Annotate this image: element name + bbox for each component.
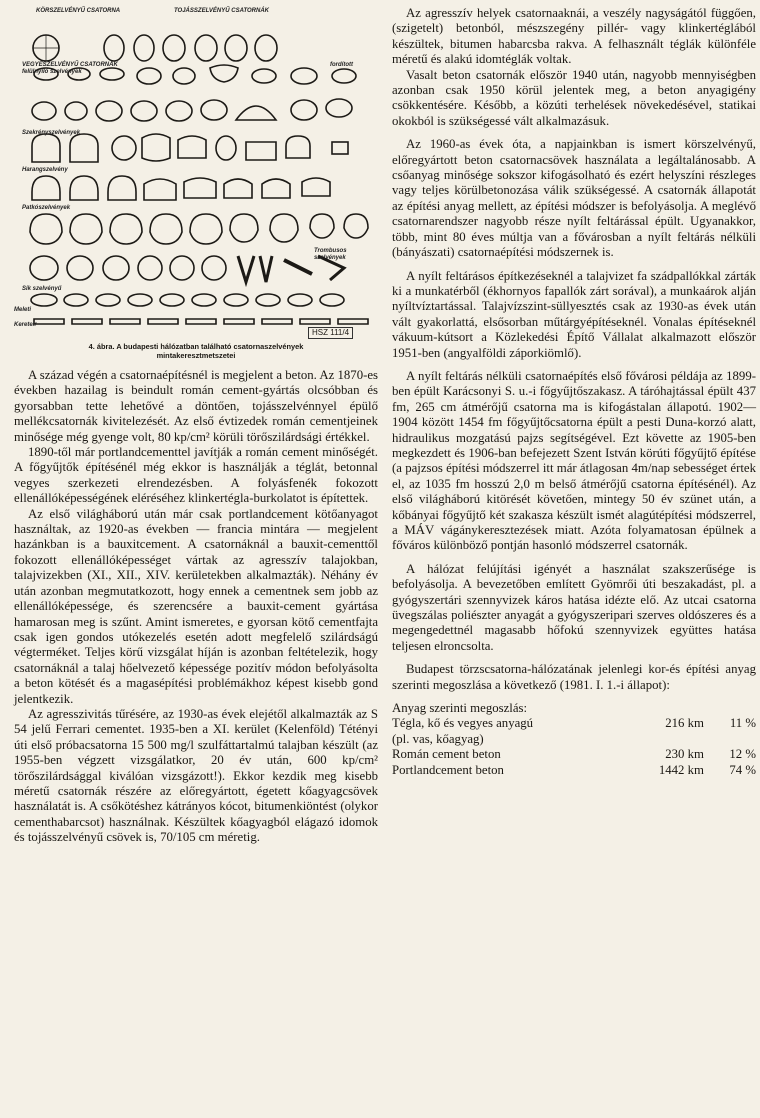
row-horseshoe [30,214,368,244]
paragraph: A nyílt feltárás nélküli csatornaépítés első fővárosi példája az 1899-ben épült Karácsonyi S. u.-i főgyűjtőszakasz. A táróhajtással épült 437 fm, 265 cm átmérőjű csatorna ma is kifogástalan állapotú. 1902—1904 között 1454 fm főgyűjtőcsatorna épült a pesti Duna-korzó alatt, hidraulikus mozgatású pajzs segítségével. Ezt követte az 1905-ben megkezdett és 1906-ban befejezett Szent István körúti főgyűjtő építése (a pajzsos építési módszerrel itt már átlagosan 4m/nap sebességet értek el, az 1035 fm hosszú 2,0 m belső átmérőjű csatorna építésénél). Az első világháború kitörését követően, mintegy 50 év szünet után, a kőbányai főgyűjtő két szakasza készült ismét alagútépítési módszerrel, a MÁV vágánykeresztezések miatt. Azóta folyamatosan épülnek a főváros különböző pontján hasonló módszerrel csatornák. [392,368,756,553]
label-meleti: Meleti [14,307,32,313]
row-low-channels [34,319,368,324]
caption-line-1: 4. ábra. A budapesti hálózatban található csatornaszelvények [88,342,304,351]
paragraph: Budapest törzscsatorna-hálózatának jelenlegi kor-és építési anyag szerinti megoszlása a következő (1981. I. 1.-i állapot): [392,662,756,692]
material-percent [704,732,756,747]
paragraph: Az 1960-as évek óta, a napjainkban is ismert körszelvényű, előregyártott beton csatornacsövek használata a legáltalánosabb. A csőanyag minősége sokszor kifogásolható és ezért helyszíni részleges vagy teljes körülbetonozása válik szükségessé. A csatornák állapotát az építési anyag mellett, az építési módszer is befolyásolja. A meglévő csatornarendszer nagyobb része nyílt feltárással épült. Ugyanakkor, több, mint 80 éves múltja van a fővárosban a nyílt feltárás nélküli (bányászati) csatornaépítési módszernek is. [392,137,756,260]
row-circular-egg [33,35,277,61]
label-keret: Keretelr [14,322,37,328]
material-length: 1442 km [658,762,704,777]
material-name: Román cement beton [392,747,501,762]
breakdown-row [392,747,756,762]
sewer-profiles-figure [14,6,378,336]
label-egg: TOJÁSSZELVÉNYŰ CSATORNÁK [174,8,270,14]
material-length: 216 km [665,716,704,731]
material-percent: 12 % [729,747,756,762]
row-bell-profiles [32,176,330,200]
row-overhead-open [32,99,352,121]
row-box-profiles [32,134,348,162]
right-column [392,0,756,778]
material-length [634,732,704,747]
left-column [14,0,378,846]
label-box: Szekrényszelvények [22,130,81,136]
material-name: (pl. vas, kőagyag) [392,731,484,746]
paragraph: Vasalt beton csatornák először 1940 után, nagyobb mennyiségben azonban csak 1950 körül jelentek meg, a beton anyagigény csökkentésére. Később, a közúti terhelések növekedésével, statikai okokból is szükségessé vált alkalmazásuk. [392,67,756,128]
label-overhead: felülnyíló szelvények [22,69,82,75]
paragraph: A nyílt feltárásos építkezéseknél a talajvizet fa szádpallókkal zárták ki a munkatérből (ékhornyos fapallók zárt sorával), a munkaárok alján nyíltvíztartással. Talajvízszint-süllyesztés csak az 1930-as évek után vált gyakorlattá, elsősorban műtárgyépítéseknél. Vonalas építéseknél vákuum-kútsort a Közlekedési Építő Vállalat alkalmazott először 1951-ben (angyalföldi záporkiömlő). [392,268,756,360]
sewer-profiles-drawing [14,6,378,336]
material-name: Portlandcement beton [392,762,504,777]
paragraph: 1890-től már portlandcementtel javítják a román cement minőségét. A főgyűjtők építésénél még ekkor is használják a téglát, betonnal vegyes szerkezeti elrendezésben. A folyásfenék fokozott ellenállóképességének eléréséhez klinkertégla-burkolatot is építettek. [14,445,378,506]
row-trench-profiles [30,256,344,282]
paragraph: Az első világháború után már csak portlandcement kötőanyagot használtak, az 1920-as években — francia mintára — megjelent hazánkban is a bauxitcement. A csatornáknál a bauxit-cementtől fokozott ellenállóképességet vártak az agresszív talajokban, talajvizekben (XI., XII., XIV. kerületekben alkalmazták). Néhány év után azonban megmutatkozott, hogy ennek a cementnek sem jobb az ellenállóképessége, és szerencsére a bauxit-cement gyártása hamarosan meg is szűnt. Amint ismeretes, e gyorsan kötő cementfajta csak igen gondos utókezelés esetén adott megfelelő szilárdságú végterméket. Teljes körű vizsgálat híján is azonban feltételezik, hogy csatornáknál a talaj hőelvezető képessége pozitív módon befolyásolta a beton kötését és a magasépítési problémákhoz képest kisebb gond jelentkezik. [14,506,378,706]
paragraph: Az agresszív helyek csatornaaknái, a veszély nagyságától függően, (szigetelt) betonból, mészszegény pillér- vagy klinkertéglából készültek, bitumen habarcsba rakva. A felhasznált téglák különféle méretű és alakú idomtéglák voltak. [392,6,756,67]
breakdown-row [392,732,756,747]
material-name: Tégla, kő és vegyes anyagú [392,716,534,731]
material-length: 230 km [665,747,704,762]
label-mixed: VEGYESZELVÉNYŰ CSATORNÁK [22,62,118,68]
label-trench: Trombusos szelvények [314,248,347,261]
figure-caption [14,342,378,360]
breakdown-row [392,763,756,778]
figure-code: HSZ 111/4 [308,327,353,339]
material-percent: 11 % [729,716,756,731]
breakdown-row [392,716,756,731]
label-bell: Harangszelvény [22,167,68,173]
label-flat: Sík szelvényű [22,286,62,292]
paragraph: A század végén a csatornaépítésnél is megjelent a beton. Az 1870-es években hazailag is beindult román cement-gyártás olcsóbban és gyorsabban tette lehetővé a döntően, tojásszelvénnyel épülő mellékcsatornák kivitelezését. Az első évtizedek román cementjeinek minősége még gyenge volt, 80 kp/cm² körüli törőszilárdsági értékkel. [14,368,379,444]
breakdown-title: Anyag szerinti megoszlás: [392,701,528,716]
material-percent: 74 % [729,762,756,777]
caption-line-2: mintakeresztmetszetei [156,351,236,360]
row-flat-profiles [31,294,344,306]
material-breakdown [392,701,756,778]
label-horseshoe: Patkószelvények [22,205,71,211]
label-reversed: fordított [330,62,353,68]
label-circular: KÖRSZELVÉNYŰ CSATORNA [36,8,121,14]
paragraph: A hálózat felújítási igényét a használat szakszerűsége is befolyásolja. A bevezetőben említett Gyömrői úti beszakadást, pl. a gyógyszertári szennyvizek káros hatása idézte elő. Az utcai csatorna üvegszálas poliészter anyagát a gyógyszeripari szerves oldószeres és a megengedettnél magasabb hőfokú szennyvizek együttes hatása teljesen elroncsolta. [392,561,756,653]
paragraph: Az agresszivitás tűrésére, az 1930-as évek elejétől alkalmazták az S 54 jelű Ferrari cementet. 1935-ben a XI. kerület (Kelenföld) Tétényi úti első próbacsatorna 15 500 mg/l szulfáttartalmú talajban készült (az 1955-ben végzett vizsgálatkor, 20 év után, 600 kp/cm² törőszilárdsággal kiválóan vizsgázott!). Ekkor kezdik meg kisebb méretű csatornák részére az előregyártott, égetett kőagyagcsövek használatát is. A csőkötéshez kátrányos kócot, bitumenkiöntést (olykor cementhabarcsot) használnak. Készültek kőagyagból elágazó idomok és tojásszelvényű csövek is, 70/105 cm méretig. [14,706,378,845]
